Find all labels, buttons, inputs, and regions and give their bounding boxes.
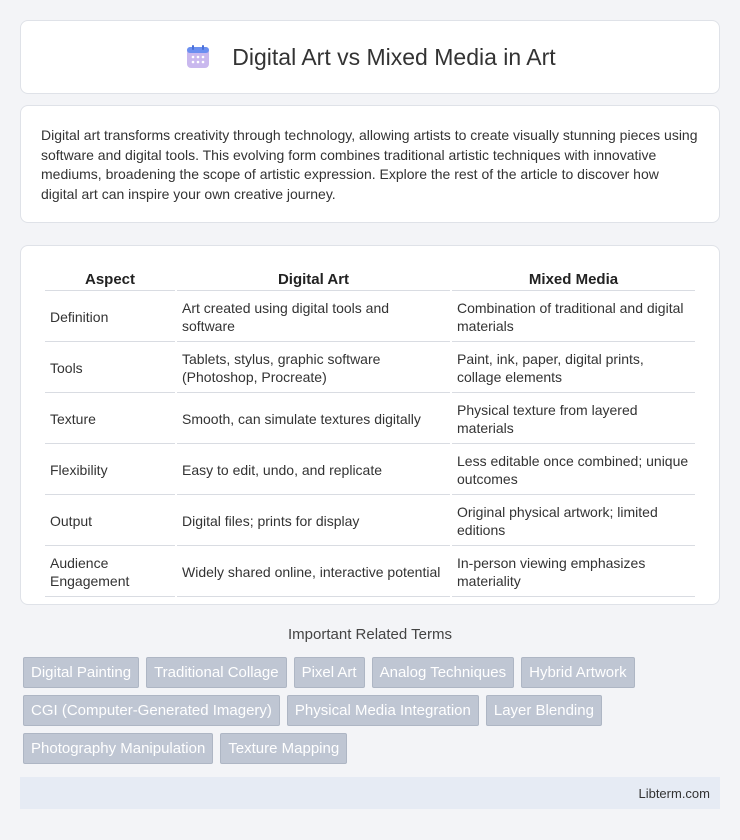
- table-cell: Digital files; prints for display: [177, 497, 450, 546]
- column-header: Mixed Media: [452, 268, 695, 291]
- related-term-tag[interactable]: Traditional Collage: [146, 657, 287, 688]
- table-cell: Smooth, can simulate textures digitally: [177, 395, 450, 444]
- related-term-tag[interactable]: Analog Techniques: [372, 657, 515, 688]
- column-header: Digital Art: [177, 268, 450, 291]
- footer: [20, 777, 720, 809]
- table-cell: Easy to edit, undo, and replicate: [177, 446, 450, 495]
- related-term-tag[interactable]: Texture Mapping: [220, 733, 347, 764]
- table-cell: In-person viewing emphasizes materiality: [452, 548, 695, 597]
- table-row: [45, 548, 695, 597]
- related-term-tag[interactable]: Digital Painting: [23, 657, 139, 688]
- table-cell: Definition: [45, 293, 175, 342]
- comparison-card: [20, 245, 720, 605]
- table-cell: Tablets, stylus, graphic software (Photoshop, Procreate): [177, 344, 450, 393]
- table-row: [45, 395, 695, 444]
- footer-site-link[interactable]: Libterm.com: [638, 785, 710, 801]
- related-term-tag[interactable]: Physical Media Integration: [287, 695, 479, 726]
- table-cell: Tools: [45, 344, 175, 393]
- table-cell: Combination of traditional and digital materials: [452, 293, 695, 342]
- table-cell: Art created using digital tools and software: [177, 293, 450, 342]
- table-cell: Original physical artwork; limited editions: [452, 497, 695, 546]
- calendar-icon: [184, 43, 212, 71]
- table-cell: Paint, ink, paper, digital prints, collage elements: [452, 344, 695, 393]
- table-cell: Texture: [45, 395, 175, 444]
- related-terms-list: [23, 657, 723, 764]
- intro-text: Digital art transforms creativity through technology, allowing artists to create visually stunning pieces using software and digital tools. This evolving form combines traditional artistic techniques with innovative mediums, broadening the scope of artistic expression. Explore the rest of the article to discover how digital art can inspire your own creative journey.: [41, 127, 698, 202]
- related-term-tag[interactable]: Pixel Art: [294, 657, 365, 688]
- table-cell: Audience Engagement: [45, 548, 175, 597]
- table-cell: Physical texture from layered materials: [452, 395, 695, 444]
- related-terms-heading: Important Related Terms: [288, 626, 452, 643]
- related-term-tag[interactable]: CGI (Computer-Generated Imagery): [23, 695, 280, 726]
- table-row: [45, 293, 695, 342]
- column-header: Aspect: [45, 268, 175, 291]
- table-cell: Output: [45, 497, 175, 546]
- table-cell: Widely shared online, interactive potential: [177, 548, 450, 597]
- table-header-row: [45, 268, 695, 291]
- table-row: [45, 344, 695, 393]
- table-row: [45, 497, 695, 546]
- comparison-table: [43, 266, 697, 599]
- title-card: [20, 20, 720, 94]
- related-term-tag[interactable]: Layer Blending: [486, 695, 602, 726]
- table-cell: Less editable once combined; unique outcomes: [452, 446, 695, 495]
- table-cell: Flexibility: [45, 446, 175, 495]
- intro-card: [20, 105, 720, 223]
- related-term-tag[interactable]: Hybrid Artwork: [521, 657, 635, 688]
- related-term-tag[interactable]: Photography Manipulation: [23, 733, 213, 764]
- page-title: Digital Art vs Mixed Media in Art: [232, 43, 556, 70]
- table-row: [45, 446, 695, 495]
